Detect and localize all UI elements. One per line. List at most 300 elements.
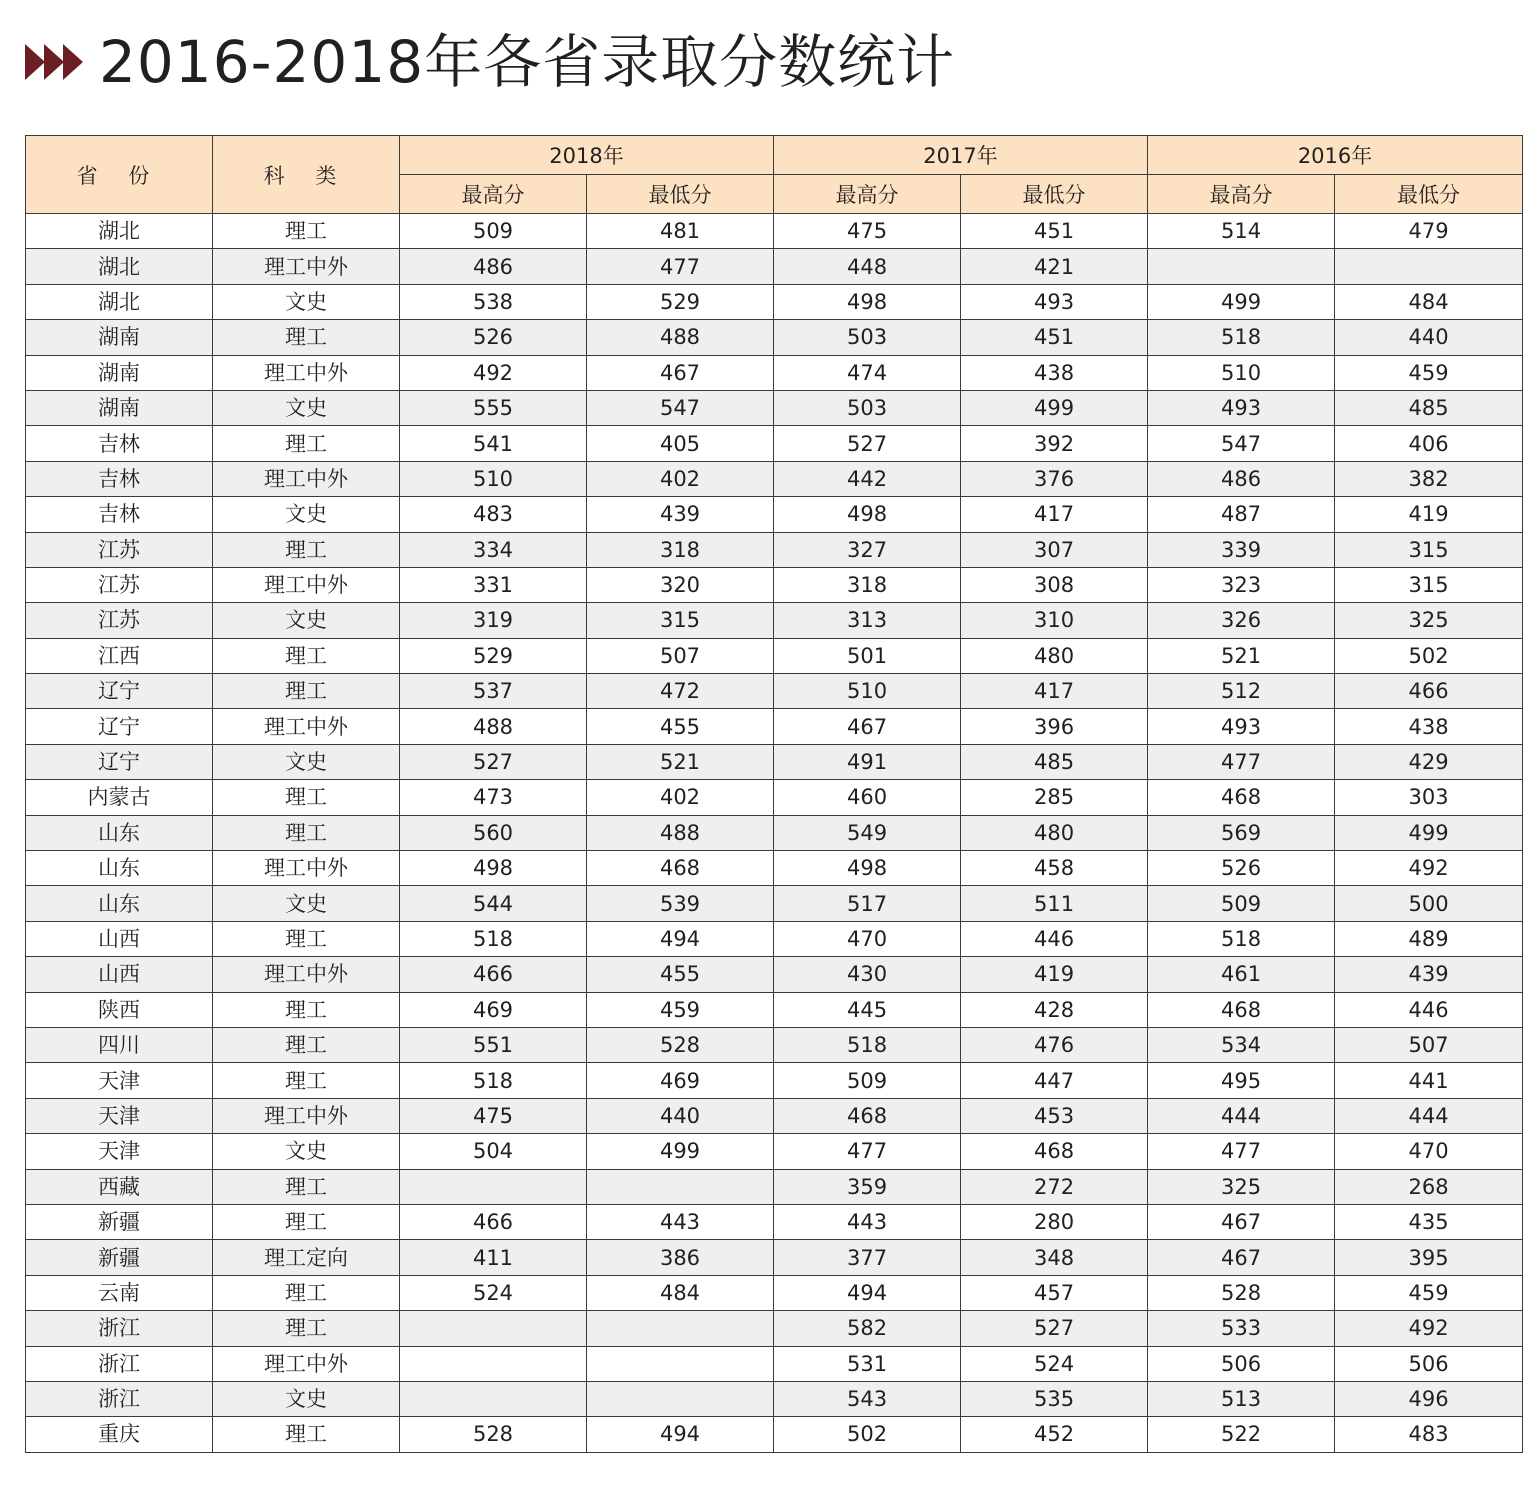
cell-min-2017: 524 — [961, 1346, 1148, 1381]
cell-category: 文史 — [213, 744, 400, 779]
cell-province: 重庆 — [26, 1417, 213, 1452]
cell-min-2016: 419 — [1335, 497, 1523, 532]
cell-province: 新疆 — [26, 1240, 213, 1275]
cell-max-2017: 509 — [774, 1063, 961, 1098]
cell-category: 理工中外 — [213, 957, 400, 992]
cell-max-2017: 448 — [774, 249, 961, 284]
cell-province: 湖北 — [26, 214, 213, 249]
cell-min-2018: 528 — [587, 1027, 774, 1062]
cell-min-2016: 441 — [1335, 1063, 1523, 1098]
cell-min-2017: 280 — [961, 1204, 1148, 1239]
cell-min-2017: 485 — [961, 744, 1148, 779]
title-row — [25, 30, 955, 94]
cell-min-2018: 440 — [587, 1098, 774, 1133]
cell-max-2016: 513 — [1148, 1381, 1335, 1416]
cell-max-2018: 544 — [400, 886, 587, 921]
cell-min-2018: 455 — [587, 957, 774, 992]
cell-min-2016: 500 — [1335, 886, 1523, 921]
cell-province: 四川 — [26, 1027, 213, 1062]
cell-category: 理工 — [213, 214, 400, 249]
cell-max-2018: 560 — [400, 815, 587, 850]
cell-category: 理工 — [213, 992, 400, 1027]
cell-min-2017: 419 — [961, 957, 1148, 992]
cell-min-2016: 484 — [1335, 284, 1523, 319]
cell-max-2017: 502 — [774, 1417, 961, 1452]
cell-max-2018 — [400, 1311, 587, 1346]
header-2018-max: 最高分 — [400, 175, 587, 214]
header-2017-min: 最低分 — [961, 175, 1148, 214]
cell-max-2018: 529 — [400, 638, 587, 673]
cell-min-2017: 428 — [961, 992, 1148, 1027]
cell-category: 理工定向 — [213, 1240, 400, 1275]
header-year-2018: 2018年 — [400, 136, 774, 175]
cell-province: 山东 — [26, 851, 213, 886]
cell-province: 辽宁 — [26, 744, 213, 779]
cell-min-2018: 467 — [587, 355, 774, 390]
cell-min-2016: 439 — [1335, 957, 1523, 992]
cell-max-2016: 339 — [1148, 532, 1335, 567]
cell-category: 理工 — [213, 674, 400, 709]
cell-province: 湖南 — [26, 355, 213, 390]
cell-min-2016: 459 — [1335, 1275, 1523, 1310]
cell-category: 理工 — [213, 532, 400, 567]
cell-max-2018: 475 — [400, 1098, 587, 1133]
cell-min-2018: 443 — [587, 1204, 774, 1239]
cell-province: 陕西 — [26, 992, 213, 1027]
cell-category: 理工 — [213, 1417, 400, 1452]
cell-max-2018: 483 — [400, 497, 587, 532]
table-row — [26, 1098, 1523, 1133]
table-row — [26, 214, 1523, 249]
table-row — [26, 355, 1523, 390]
cell-min-2018: 507 — [587, 638, 774, 673]
cell-province: 湖南 — [26, 320, 213, 355]
cell-category: 理工 — [213, 1169, 400, 1204]
cell-max-2017: 443 — [774, 1204, 961, 1239]
cell-min-2018: 488 — [587, 320, 774, 355]
cell-min-2017: 452 — [961, 1417, 1148, 1452]
cell-max-2017: 582 — [774, 1311, 961, 1346]
cell-province: 湖北 — [26, 284, 213, 319]
cell-category: 理工 — [213, 426, 400, 461]
cell-province: 江苏 — [26, 567, 213, 602]
cell-max-2017: 445 — [774, 992, 961, 1027]
table-row — [26, 1275, 1523, 1310]
cell-max-2016: 512 — [1148, 674, 1335, 709]
cell-max-2016: 468 — [1148, 992, 1335, 1027]
table-row — [26, 886, 1523, 921]
cell-max-2018 — [400, 1381, 587, 1416]
cell-max-2016: 521 — [1148, 638, 1335, 673]
cell-max-2018: 538 — [400, 284, 587, 319]
cell-max-2016: 509 — [1148, 886, 1335, 921]
cell-min-2016: 470 — [1335, 1134, 1523, 1169]
cell-max-2017: 470 — [774, 921, 961, 956]
cell-min-2016: 499 — [1335, 815, 1523, 850]
cell-max-2017: 460 — [774, 780, 961, 815]
cell-max-2018: 504 — [400, 1134, 587, 1169]
cell-province: 云南 — [26, 1275, 213, 1310]
cell-max-2018: 527 — [400, 744, 587, 779]
cell-min-2017: 348 — [961, 1240, 1148, 1275]
cell-max-2016: 514 — [1148, 214, 1335, 249]
cell-min-2017: 417 — [961, 674, 1148, 709]
cell-max-2018 — [400, 1346, 587, 1381]
cell-min-2017: 310 — [961, 603, 1148, 638]
table-row — [26, 1240, 1523, 1275]
cell-max-2017: 430 — [774, 957, 961, 992]
cell-max-2017: 531 — [774, 1346, 961, 1381]
cell-max-2017: 503 — [774, 390, 961, 425]
cell-category: 文史 — [213, 497, 400, 532]
cell-province: 辽宁 — [26, 709, 213, 744]
cell-province: 天津 — [26, 1134, 213, 1169]
table-row — [26, 638, 1523, 673]
cell-category: 理工 — [213, 1063, 400, 1098]
cell-province: 吉林 — [26, 461, 213, 496]
cell-province: 辽宁 — [26, 674, 213, 709]
cell-max-2018: 466 — [400, 1204, 587, 1239]
cell-max-2016: 486 — [1148, 461, 1335, 496]
cell-min-2018: 455 — [587, 709, 774, 744]
cell-max-2018: 524 — [400, 1275, 587, 1310]
cell-min-2017: 392 — [961, 426, 1148, 461]
cell-min-2017: 480 — [961, 638, 1148, 673]
cell-category: 理工 — [213, 780, 400, 815]
cell-max-2016: 526 — [1148, 851, 1335, 886]
cell-max-2017: 494 — [774, 1275, 961, 1310]
cell-max-2016: 444 — [1148, 1098, 1335, 1133]
table-row — [26, 532, 1523, 567]
cell-max-2018: 555 — [400, 390, 587, 425]
cell-max-2018: 526 — [400, 320, 587, 355]
cell-min-2016: 446 — [1335, 992, 1523, 1027]
cell-province: 新疆 — [26, 1204, 213, 1239]
cell-min-2018: 315 — [587, 603, 774, 638]
cell-min-2016: 466 — [1335, 674, 1523, 709]
cell-max-2017: 475 — [774, 214, 961, 249]
cell-min-2018: 318 — [587, 532, 774, 567]
cell-max-2017: 377 — [774, 1240, 961, 1275]
cell-province: 江苏 — [26, 532, 213, 567]
cell-max-2017: 518 — [774, 1027, 961, 1062]
cell-min-2016: 438 — [1335, 709, 1523, 744]
cell-province: 浙江 — [26, 1346, 213, 1381]
cell-min-2016: 444 — [1335, 1098, 1523, 1133]
cell-max-2016: 510 — [1148, 355, 1335, 390]
cell-min-2018: 488 — [587, 815, 774, 850]
cell-min-2018: 521 — [587, 744, 774, 779]
cell-province: 湖北 — [26, 249, 213, 284]
cell-min-2017: 511 — [961, 886, 1148, 921]
cell-category: 文史 — [213, 1134, 400, 1169]
cell-max-2016: 506 — [1148, 1346, 1335, 1381]
cell-max-2016: 467 — [1148, 1240, 1335, 1275]
cell-min-2016: 506 — [1335, 1346, 1523, 1381]
cell-min-2017: 458 — [961, 851, 1148, 886]
table-row — [26, 1381, 1523, 1416]
table-row — [26, 497, 1523, 532]
cell-category: 理工 — [213, 320, 400, 355]
cell-max-2018: 473 — [400, 780, 587, 815]
table-row — [26, 780, 1523, 815]
table-row — [26, 1311, 1523, 1346]
cell-min-2018 — [587, 1169, 774, 1204]
cell-category: 理工中外 — [213, 249, 400, 284]
cell-max-2017: 474 — [774, 355, 961, 390]
cell-max-2016: 325 — [1148, 1169, 1335, 1204]
cell-max-2018: 334 — [400, 532, 587, 567]
cell-province: 山西 — [26, 921, 213, 956]
table-row — [26, 815, 1523, 850]
cell-province: 山西 — [26, 957, 213, 992]
cell-province: 江苏 — [26, 603, 213, 638]
header-category: 科 类 — [213, 136, 400, 214]
table-row — [26, 284, 1523, 319]
cell-min-2018: 477 — [587, 249, 774, 284]
cell-category: 文史 — [213, 284, 400, 319]
cell-min-2017: 417 — [961, 497, 1148, 532]
cell-max-2017: 549 — [774, 815, 961, 850]
cell-max-2018: 518 — [400, 921, 587, 956]
cell-min-2016: 429 — [1335, 744, 1523, 779]
cell-min-2018: 494 — [587, 921, 774, 956]
cell-max-2017: 517 — [774, 886, 961, 921]
cell-min-2016: 485 — [1335, 390, 1523, 425]
cell-province: 山东 — [26, 815, 213, 850]
header-year-2017: 2017年 — [774, 136, 1148, 175]
cell-max-2016: 528 — [1148, 1275, 1335, 1310]
cell-min-2017: 468 — [961, 1134, 1148, 1169]
cell-max-2017: 491 — [774, 744, 961, 779]
cell-province: 天津 — [26, 1098, 213, 1133]
cell-max-2017: 468 — [774, 1098, 961, 1133]
header-province: 省 份 — [26, 136, 213, 214]
triple-arrow-icon — [25, 42, 85, 82]
cell-max-2018: 319 — [400, 603, 587, 638]
cell-category: 文史 — [213, 603, 400, 638]
table-body — [26, 214, 1523, 1453]
cell-min-2018: 459 — [587, 992, 774, 1027]
cell-max-2016: 323 — [1148, 567, 1335, 602]
cell-min-2017: 272 — [961, 1169, 1148, 1204]
cell-min-2016: 502 — [1335, 638, 1523, 673]
cell-min-2017: 476 — [961, 1027, 1148, 1062]
cell-max-2018: 551 — [400, 1027, 587, 1062]
cell-max-2018: 510 — [400, 461, 587, 496]
cell-province: 浙江 — [26, 1381, 213, 1416]
cell-max-2017: 527 — [774, 426, 961, 461]
cell-min-2018: 468 — [587, 851, 774, 886]
page-title: 2016-2018年各省录取分数统计 — [99, 28, 956, 96]
cell-max-2016: 533 — [1148, 1311, 1335, 1346]
cell-province: 浙江 — [26, 1311, 213, 1346]
cell-max-2017: 503 — [774, 320, 961, 355]
cell-max-2017: 318 — [774, 567, 961, 602]
cell-province: 吉林 — [26, 426, 213, 461]
cell-max-2016: 493 — [1148, 390, 1335, 425]
cell-max-2018: 411 — [400, 1240, 587, 1275]
cell-min-2017: 376 — [961, 461, 1148, 496]
cell-category: 理工中外 — [213, 461, 400, 496]
cell-max-2017: 359 — [774, 1169, 961, 1204]
cell-min-2016: 395 — [1335, 1240, 1523, 1275]
cell-min-2016: 459 — [1335, 355, 1523, 390]
header-2018-min: 最低分 — [587, 175, 774, 214]
cell-max-2016: 495 — [1148, 1063, 1335, 1098]
table-row — [26, 1134, 1523, 1169]
table-row — [26, 1063, 1523, 1098]
table-row — [26, 957, 1523, 992]
cell-max-2018: 537 — [400, 674, 587, 709]
cell-province: 内蒙古 — [26, 780, 213, 815]
cell-category: 理工中外 — [213, 567, 400, 602]
cell-category: 理工中外 — [213, 709, 400, 744]
cell-min-2016: 435 — [1335, 1204, 1523, 1239]
cell-category: 理工中外 — [213, 355, 400, 390]
cell-max-2016: 499 — [1148, 284, 1335, 319]
cell-category: 理工中外 — [213, 1098, 400, 1133]
cell-max-2018: 488 — [400, 709, 587, 744]
cell-min-2016: 492 — [1335, 851, 1523, 886]
cell-max-2016: 522 — [1148, 1417, 1335, 1452]
cell-min-2018 — [587, 1346, 774, 1381]
cell-min-2018: 499 — [587, 1134, 774, 1169]
cell-min-2017: 285 — [961, 780, 1148, 815]
cell-min-2016: 507 — [1335, 1027, 1523, 1062]
cell-min-2018 — [587, 1311, 774, 1346]
cell-max-2016: 569 — [1148, 815, 1335, 850]
table-row — [26, 921, 1523, 956]
table-row — [26, 603, 1523, 638]
cell-category: 理工 — [213, 815, 400, 850]
cell-min-2017: 480 — [961, 815, 1148, 850]
cell-max-2016: 477 — [1148, 744, 1335, 779]
cell-max-2016 — [1148, 249, 1335, 284]
cell-min-2017: 421 — [961, 249, 1148, 284]
table-row — [26, 851, 1523, 886]
cell-max-2016: 518 — [1148, 921, 1335, 956]
cell-min-2018: 402 — [587, 780, 774, 815]
cell-min-2018: 494 — [587, 1417, 774, 1452]
cell-category: 理工 — [213, 1275, 400, 1310]
table-row — [26, 320, 1523, 355]
header-2017-max: 最高分 — [774, 175, 961, 214]
cell-max-2017: 510 — [774, 674, 961, 709]
cell-min-2017: 493 — [961, 284, 1148, 319]
cell-category: 文史 — [213, 886, 400, 921]
cell-max-2016: 326 — [1148, 603, 1335, 638]
cell-min-2016: 315 — [1335, 567, 1523, 602]
cell-min-2018: 481 — [587, 214, 774, 249]
cell-max-2018: 518 — [400, 1063, 587, 1098]
table-row — [26, 1204, 1523, 1239]
cell-max-2016: 487 — [1148, 497, 1335, 532]
cell-min-2017: 527 — [961, 1311, 1148, 1346]
table-row — [26, 992, 1523, 1027]
cell-min-2016: 440 — [1335, 320, 1523, 355]
cell-min-2016: 303 — [1335, 780, 1523, 815]
table-row — [26, 1169, 1523, 1204]
table-row — [26, 249, 1523, 284]
cell-max-2018: 498 — [400, 851, 587, 886]
cell-min-2016: 492 — [1335, 1311, 1523, 1346]
cell-min-2017: 396 — [961, 709, 1148, 744]
cell-province: 吉林 — [26, 497, 213, 532]
cell-min-2017: 453 — [961, 1098, 1148, 1133]
table-row — [26, 744, 1523, 779]
cell-max-2016: 547 — [1148, 426, 1335, 461]
cell-max-2018: 486 — [400, 249, 587, 284]
cell-min-2018: 469 — [587, 1063, 774, 1098]
cell-min-2016: 315 — [1335, 532, 1523, 567]
cell-max-2018 — [400, 1169, 587, 1204]
header-year-2016: 2016年 — [1148, 136, 1523, 175]
cell-max-2017: 543 — [774, 1381, 961, 1416]
cell-max-2017: 442 — [774, 461, 961, 496]
header-2016-max: 最高分 — [1148, 175, 1335, 214]
table-row — [26, 1027, 1523, 1062]
cell-max-2017: 498 — [774, 851, 961, 886]
cell-max-2017: 327 — [774, 532, 961, 567]
cell-category: 理工 — [213, 1027, 400, 1062]
cell-category: 文史 — [213, 1381, 400, 1416]
cell-min-2017: 451 — [961, 214, 1148, 249]
cell-min-2016: 406 — [1335, 426, 1523, 461]
header-2016-min: 最低分 — [1335, 175, 1523, 214]
cell-min-2018 — [587, 1381, 774, 1416]
cell-max-2018: 331 — [400, 567, 587, 602]
cell-max-2016: 518 — [1148, 320, 1335, 355]
cell-province: 山东 — [26, 886, 213, 921]
cell-max-2016: 467 — [1148, 1204, 1335, 1239]
cell-min-2016 — [1335, 249, 1523, 284]
cell-min-2016: 382 — [1335, 461, 1523, 496]
cell-min-2016: 483 — [1335, 1417, 1523, 1452]
cell-min-2018: 484 — [587, 1275, 774, 1310]
cell-min-2017: 446 — [961, 921, 1148, 956]
cell-max-2018: 541 — [400, 426, 587, 461]
cell-min-2018: 386 — [587, 1240, 774, 1275]
cell-max-2018: 469 — [400, 992, 587, 1027]
cell-min-2016: 496 — [1335, 1381, 1523, 1416]
cell-category: 理工 — [213, 1204, 400, 1239]
cell-province: 湖南 — [26, 390, 213, 425]
table-row — [26, 674, 1523, 709]
admission-scores-table — [25, 135, 1523, 1453]
cell-min-2016: 268 — [1335, 1169, 1523, 1204]
cell-category: 理工 — [213, 1311, 400, 1346]
cell-min-2018: 439 — [587, 497, 774, 532]
table-row — [26, 426, 1523, 461]
cell-min-2016: 489 — [1335, 921, 1523, 956]
cell-province: 江西 — [26, 638, 213, 673]
cell-min-2017: 447 — [961, 1063, 1148, 1098]
cell-min-2017: 307 — [961, 532, 1148, 567]
cell-min-2018: 472 — [587, 674, 774, 709]
table-row — [26, 461, 1523, 496]
cell-min-2018: 320 — [587, 567, 774, 602]
cell-max-2017: 477 — [774, 1134, 961, 1169]
cell-max-2016: 461 — [1148, 957, 1335, 992]
cell-min-2017: 308 — [961, 567, 1148, 602]
cell-min-2017: 451 — [961, 320, 1148, 355]
table-row — [26, 1346, 1523, 1381]
cell-max-2018: 509 — [400, 214, 587, 249]
cell-category: 理工 — [213, 921, 400, 956]
cell-max-2018: 466 — [400, 957, 587, 992]
cell-max-2017: 467 — [774, 709, 961, 744]
